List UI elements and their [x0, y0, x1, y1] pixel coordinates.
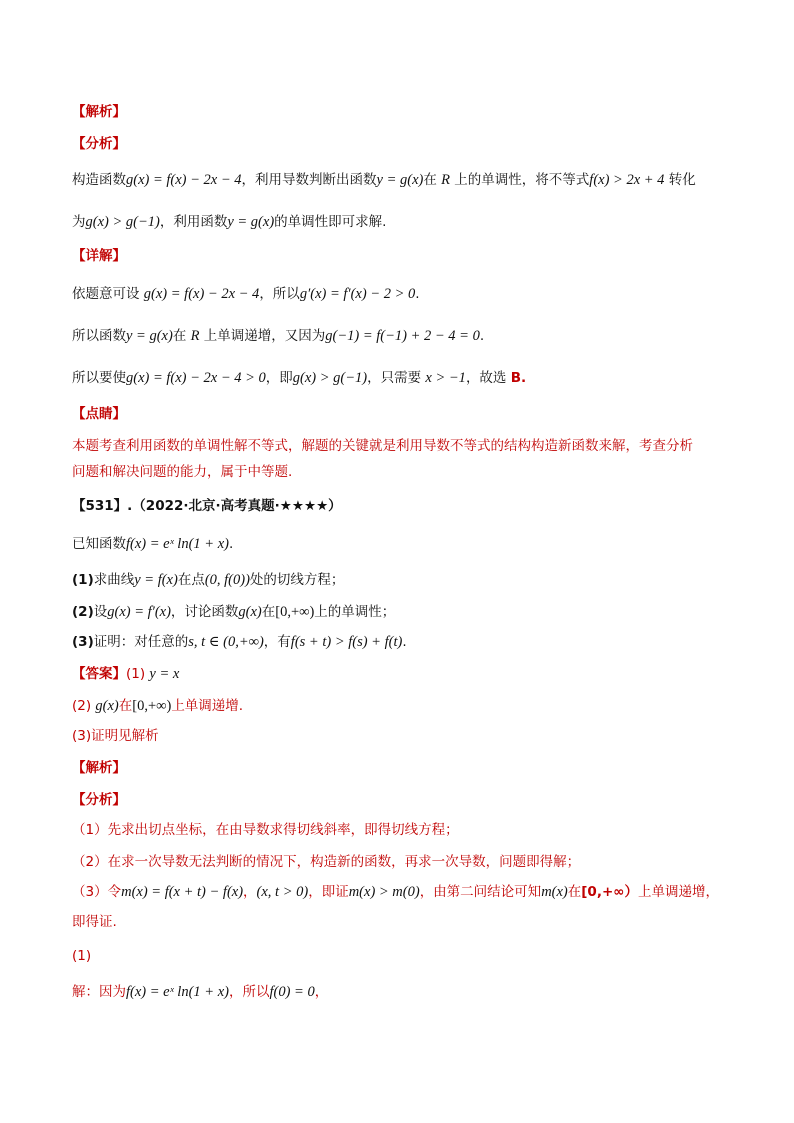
question-number: (1)	[72, 572, 94, 588]
formula: m(x)	[541, 884, 568, 900]
formula: y = f(x)	[134, 572, 178, 588]
formula: g(x) > g(−1)	[292, 370, 368, 386]
paragraph-dianjing-line2: 问题和解决问题的能力，属于中等题.	[72, 464, 293, 480]
subpart-number: (1)	[72, 948, 92, 964]
section-heading-jiexi-2: 【解析】	[72, 760, 126, 776]
paragraph-xiangjie-line1	[72, 284, 420, 304]
section-heading-fenxi-2: 【分析】	[72, 792, 126, 808]
answer-number: (1)	[126, 666, 146, 682]
fenxi2-item-1: （1）先求出切点坐标，在由导数求得切线斜率，即得切线方程；	[72, 822, 459, 838]
formula: g′(x) = f′(x) − 2 > 0	[299, 286, 416, 302]
text: 在点	[177, 572, 205, 588]
formula: R	[441, 172, 450, 188]
fenxi2-item-2: （2）在求一次导数无法判断的情况下，构造新的函数，再求一次导数，问题即得解；	[72, 854, 581, 870]
formula: g(x) = f(x) − 2x − 4	[126, 172, 242, 188]
text: 在	[423, 172, 437, 188]
text: 转化	[668, 172, 696, 188]
text: （3）令	[72, 884, 122, 900]
text: 在	[118, 698, 133, 714]
formula: y = g(x)	[376, 172, 424, 188]
answer-label: 【答案】	[72, 666, 126, 682]
solution-line-1	[72, 982, 328, 1002]
formula: y = g(x)	[227, 214, 275, 230]
text: 证明：对任意的	[93, 634, 189, 650]
text: 证明见解析	[91, 728, 159, 744]
formula: x > −1	[425, 370, 466, 386]
text: ，利用函数	[159, 214, 228, 230]
text: .	[402, 634, 407, 650]
problem-header: 【531】.（2022·北京·高考真题·★★★★）	[72, 498, 342, 514]
formula: R	[190, 328, 200, 344]
text: 的单调性即可求解.	[274, 214, 387, 230]
text: ，讨论函数	[170, 604, 239, 620]
text: 所以要使	[72, 370, 126, 386]
text: 上的单调性，将不等式	[454, 172, 590, 188]
text: 在	[172, 328, 187, 344]
formula: s, t ∈ (0,+∞)	[188, 634, 264, 650]
text: 解：因为	[72, 984, 126, 1000]
text: ，利用导数判断出函数	[241, 172, 377, 188]
formula: y = x	[149, 666, 180, 682]
text: 已知函数	[72, 536, 126, 552]
paragraph-fenxi-line1	[72, 170, 696, 190]
question-3	[72, 632, 407, 652]
formula: f(x) = eˣ ln(1 + x)	[126, 984, 229, 1000]
fenxi2-item-3-cont: 即得证.	[72, 914, 117, 930]
answer-line-1	[72, 664, 179, 684]
text: ，即证	[308, 884, 349, 900]
formula: (0, f(0))	[204, 572, 250, 588]
formula: [0,+∞)	[132, 698, 172, 714]
text: ，由第二问结论可知	[419, 884, 542, 900]
text: 上单调递增.	[171, 698, 244, 714]
answer-number: (2)	[72, 698, 92, 714]
formula: (x, t > 0)	[256, 884, 309, 900]
text: ，所以	[259, 286, 300, 302]
question-1	[72, 570, 344, 590]
text: 求曲线	[93, 572, 135, 588]
formula: f(s + t) > f(s) + f(t)	[290, 634, 403, 650]
formula: f(x) = eˣ ln(1 + x)	[126, 536, 229, 552]
text: 所以函数	[72, 328, 126, 344]
answer-line-2	[72, 696, 243, 716]
answer-choice: B.	[510, 370, 527, 386]
text: ，有	[263, 634, 291, 650]
answer-number: (3)	[72, 728, 92, 744]
formula: f(x) > 2x + 4	[589, 172, 665, 188]
formula: g(x)	[95, 698, 119, 714]
formula: f(0) = 0	[269, 984, 315, 1000]
text: ，即	[265, 370, 293, 386]
text: .	[479, 328, 485, 344]
formula: g(x) = f′(x)	[107, 604, 171, 620]
question-number: (2)	[72, 604, 94, 620]
paragraph-xiangjie-line3	[72, 368, 526, 388]
text: ，只需要	[367, 370, 422, 386]
text: 设	[93, 604, 108, 620]
question-number: (3)	[72, 634, 94, 650]
section-heading-jiexi: 【解析】	[72, 104, 126, 120]
paragraph-xiangjie-line2	[72, 326, 484, 346]
text: 为	[72, 214, 86, 230]
formula: g(x) > g(−1)	[85, 214, 160, 230]
section-heading-dianjing: 【点睛】	[72, 406, 126, 422]
answer-line-3	[72, 726, 159, 746]
text: ，所以	[228, 984, 270, 1000]
formula: g(−1) = f(−1) + 2 − 4 = 0	[325, 328, 480, 344]
formula: y = g(x)	[126, 328, 173, 344]
question-2	[72, 602, 395, 622]
text: 依题意可设	[72, 286, 140, 302]
text: 上单调递增，	[638, 884, 720, 900]
text: 上的单调性；	[314, 604, 396, 620]
formula: [0,+∞)	[275, 604, 315, 620]
fenxi2-item-3	[72, 882, 719, 902]
text: ，故选	[465, 370, 507, 386]
text: ，	[243, 884, 257, 900]
text: 在	[567, 884, 582, 900]
text: ，	[314, 984, 329, 1000]
text: .	[415, 286, 420, 302]
section-heading-xiangjie: 【详解】	[72, 248, 126, 264]
formula: g(x)	[238, 604, 262, 620]
section-heading-fenxi: 【分析】	[72, 136, 126, 152]
text: 构造函数	[72, 172, 126, 188]
paragraph-fenxi-line2	[72, 212, 386, 232]
formula: g(x) = f(x) − 2x − 4	[143, 286, 260, 302]
interval: [0,+∞）	[581, 884, 639, 900]
text: 处的切线方程；	[249, 572, 345, 588]
formula: m(x) > m(0)	[348, 884, 420, 900]
text: .	[228, 536, 234, 552]
formula: g(x) = f(x) − 2x − 4 > 0	[126, 370, 266, 386]
problem-stem	[72, 534, 233, 554]
text: 在	[261, 604, 276, 620]
text: 上单调递增，又因为	[203, 328, 326, 344]
paragraph-dianjing-line1: 本题考查利用函数的单调性解不等式，解题的关键就是利用导数不等式的结构构造新函数来解，考查分析	[72, 438, 693, 454]
formula: m(x) = f(x + t) − f(x)	[121, 884, 244, 900]
